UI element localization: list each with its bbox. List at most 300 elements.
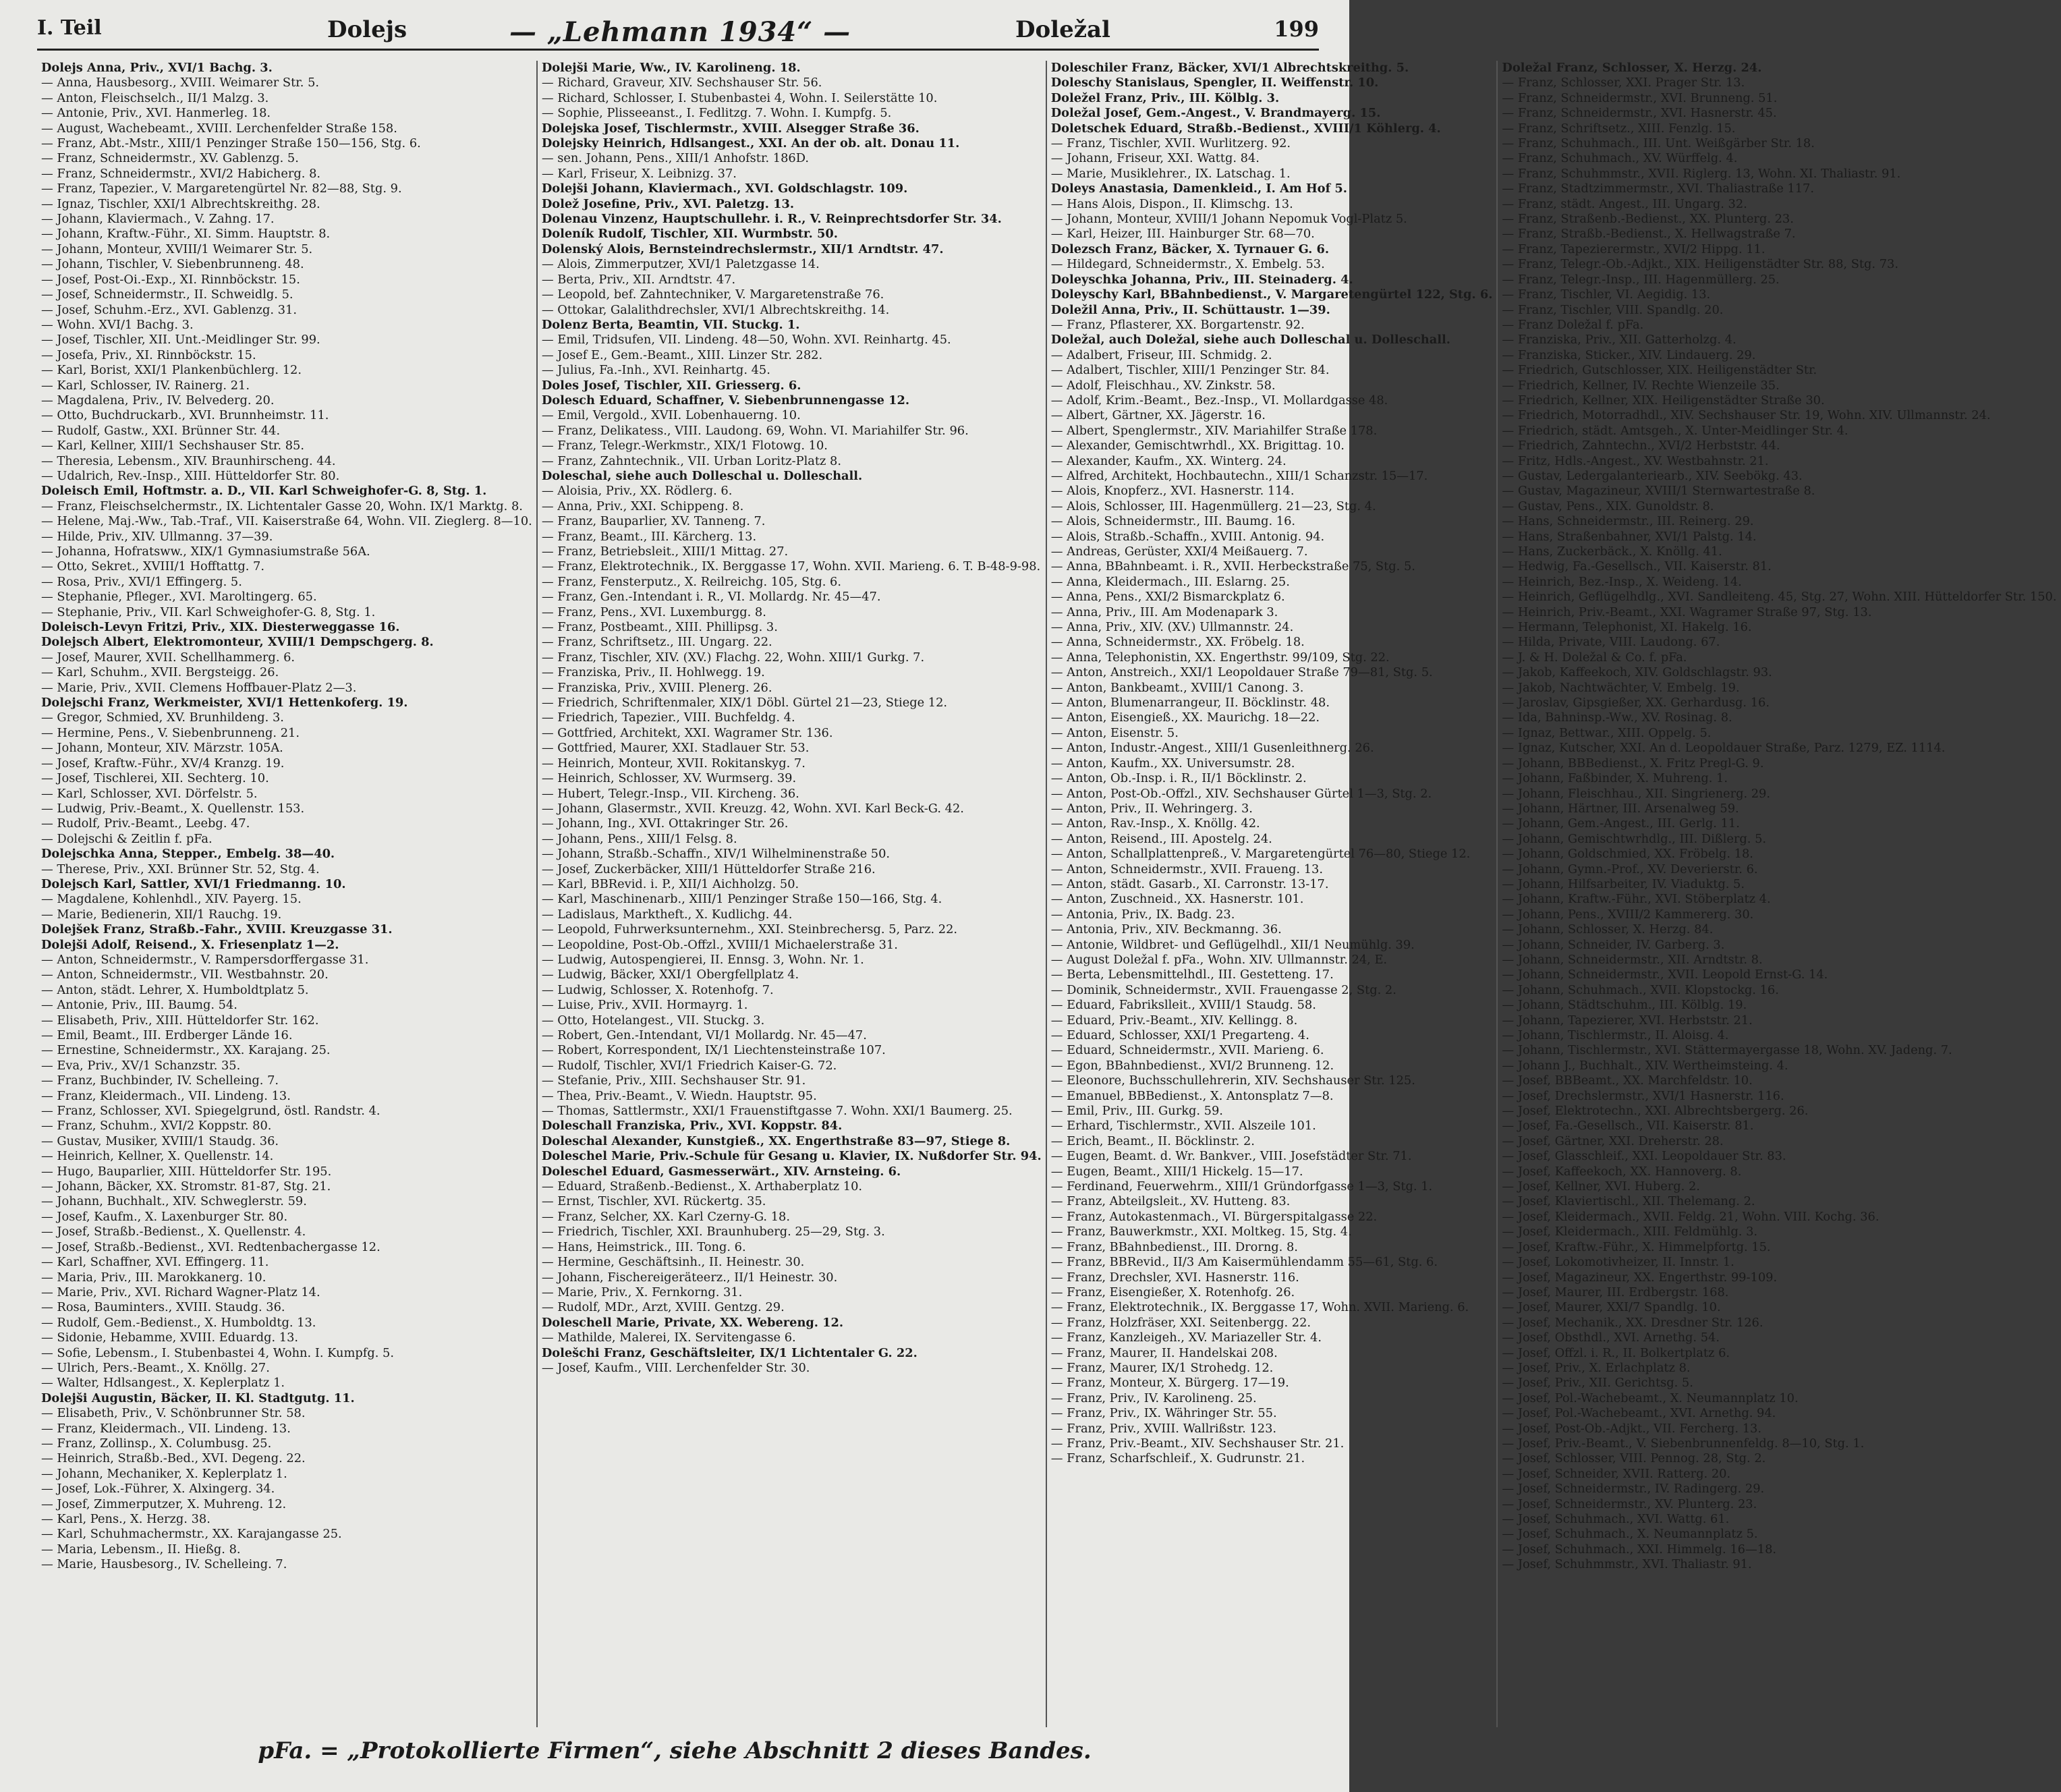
directory-entry: — Franz, Maurer, IX/1 Strohedg. 12. — [1050, 1360, 1274, 1375]
directory-entry: — Alfred, Architekt, Hochbautechn., XIII/1 Schanzstr. 15—17. — [1050, 468, 1428, 483]
directory-entry: Dolejsky Heinrich, Hdlsangest., XXI. An der ob. alt. Donau 11. — [541, 136, 960, 151]
directory-entry: — Franz, Schuhmach., XV. Würffelg. 4. — [1502, 151, 1738, 166]
directory-entry: — Josefa, Priv., XI. Rinnböckstr. 15. — [41, 347, 256, 362]
directory-entry: — Emil, Beamt., III. Erdberger Lände 16. — [41, 1028, 293, 1042]
directory-entry: — Josef, Kellner, XVI. Huberg. 2. — [1502, 1179, 1700, 1194]
directory-entry: — Josef, Schneidermstr., XV. Plunterg. 23. — [1502, 1496, 1757, 1511]
directory-entry: Dolezsch Franz, Bäcker, X. Tyrnauer G. 6. — [1050, 242, 1330, 256]
directory-entry: — Ludwig, Schlosser, X. Rotenhofg. 7. — [541, 982, 774, 997]
directory-entry: — Marie, Hausbesorg., IV. Schelleing. 7. — [41, 1557, 287, 1572]
directory-entry: — Antonia, Priv., XIV. Beckmanng. 36. — [1050, 922, 1282, 937]
directory-entry: — Stephanie, Priv., VII. Karl Schweighofer-G. 8, Stg. 1. — [41, 605, 376, 619]
directory-entry: — Leopold, bef. Zahntechniker, V. Margaretenstraße 76. — [541, 287, 884, 302]
directory-entry: — Luise, Priv., XVII. Hormayrg. 1. — [541, 998, 748, 1013]
directory-entry: — Franziska, Priv., XVIII. Plenerg. 26. — [541, 680, 772, 695]
directory-entry: — Anton, Reisend., III. Apostelg. 24. — [1050, 831, 1272, 846]
directory-entry: — Johann, Goldschmied, XX. Fröbelg. 18. — [1502, 847, 1753, 862]
directory-entry: Doleschal Alexander, Kunstgieß., XX. Engerthstraße 83—97, Stiege 8. — [541, 1133, 1011, 1148]
directory-entry: — Mathilde, Malerei, IX. Servitengasse 6. — [541, 1331, 796, 1345]
directory-entry: — Franz, Tischler, VIII. Spandlg. 20. — [1502, 302, 1724, 317]
directory-entry: — Johann, Buchhalt., XIV. Schweglerstr. 59. — [41, 1194, 307, 1209]
directory-entry: Doležal Franz, Schlosser, X. Herzg. 24. — [1502, 61, 1762, 75]
directory-entry: — Johann, Ing., XVI. Ottakringer Str. 26. — [541, 816, 789, 831]
directory-entry: — Marie, Priv., X. Fernkorng. 31. — [541, 1285, 743, 1299]
directory-entry: — Friedrich, Tischler, XXI. Braunhuberg. 25—29, Stg. 3. — [541, 1225, 885, 1239]
directory-entry: — Hans, Schneidermstr., III. Reinerg. 29. — [1502, 514, 1754, 529]
directory-entry: — Franz, Straßenb.-Bedienst., XX. Plunterg. 23. — [1502, 212, 1794, 227]
directory-entry: — Anna, Priv., XIV. (XV.) Ullmannstr. 24. — [1050, 620, 1294, 635]
directory-entry: — Rudolf, Tischler, XVI/1 Friedrich Kaiser-G. 72. — [541, 1058, 837, 1073]
directory-entry: Doležil Anna, Priv., II. Schüttaustr. 1—39. — [1050, 302, 1330, 317]
directory-entry: — Ottokar, Galalithdrechsler, XVI/1 Albrechtskreithg. 14. — [541, 302, 890, 317]
directory-entry: — Josef, Schneidermstr., IV. Radingerg. 29. — [1502, 1482, 1765, 1496]
directory-entry: — Emil, Tridsufen, VII. Lindeng. 48—50, Wohn. XVI. Reinhartg. 45. — [541, 333, 951, 347]
directory-entry: — Alois, Schneidermstr., III. Baumg. 16. — [1050, 514, 1296, 529]
directory-entry: — Franz, Scharfschleif., X. Gudrunstr. 21. — [1050, 1451, 1305, 1466]
directory-entry: — Thea, Priv.-Beamt., V. Wiedn. Hauptstr. 95. — [541, 1088, 817, 1103]
directory-entry: Doleschal, siehe auch Dolleschal u. Dolleschall. — [541, 468, 863, 483]
directory-entry: — Franz, Bauparlier, XV. Tanneng. 7. — [541, 514, 766, 529]
directory-entry: — Albert, Spenglermstr., XIV. Mariahilfer Straße 178. — [1050, 423, 1378, 438]
directory-entry: — Franz, Schlosser, XVI. Spiegelgrund, östl. Randstr. 4. — [41, 1104, 380, 1119]
directory-entry: — Thomas, Sattlermstr., XXI/1 Frauenstiftgasse 7. Wohn. XXI/1 Baumerg. 25. — [541, 1104, 1013, 1119]
directory-entry: — Hildegard, Schneidermstr., X. Embelg. 53. — [1050, 257, 1325, 272]
directory-entry: — Anton, Schallplattenpreß., V. Margaretengürtel 76—80, Stiege 12. — [1050, 847, 1471, 862]
directory-entry: — Alexander, Gemischtwrhdl., XX. Brigittag. 10. — [1050, 439, 1345, 453]
directory-entry: — Antonie, Wildbret- und Geflügelhdl., XII/1 Neumühlg. 39. — [1050, 937, 1415, 952]
page-header — [37, 13, 1319, 51]
directory-entry: — Karl, Friseur, X. Leibnizg. 37. — [541, 166, 737, 181]
directory-entry: Doleník Rudolf, Tischler, XII. Wurmbstr. 50. — [541, 227, 838, 242]
directory-entry: — Hans, Zuckerbäck., X. Knöllg. 41. — [1502, 544, 1722, 559]
directory-entry: — Josef, Tischlerei, XII. Sechterg. 10. — [41, 771, 269, 786]
directory-entry: — Franz, Elektrotechnik., IX. Berggasse 17, Wohn. XVII. Marieng. 6. — [1050, 1300, 1469, 1315]
directory-entry: — Franz, Eisengießer, X. Rotenhofg. 26. — [1050, 1285, 1295, 1299]
directory-entry: — Ulrich, Pers.-Beamt., X. Knöllg. 27. — [41, 1360, 270, 1375]
directory-entry: — Ludwig, Priv.-Beamt., X. Quellenstr. 153. — [41, 801, 305, 816]
directory-entry: — Johann, Bäcker, XX. Stromstr. 81-87, Stg. 21. — [41, 1179, 331, 1194]
directory-entry: — Franz, Abteilgsleit., XV. Hutteng. 83. — [1050, 1194, 1291, 1209]
directory-entry: — Friedrich, Motorradhdl., XIV. Sechshauser Str. 19, Wohn. XIV. Ullmannstr. 24. — [1502, 408, 1991, 423]
directory-entry: — Rudolf, Gastw., XXI. Brünner Str. 44. — [41, 423, 281, 438]
directory-entry: — sen. Johann, Pens., XIII/1 Anhofstr. 186D. — [541, 151, 810, 166]
directory-entry: — Josef, Kaffeekoch, XX. Hannoverg. 8. — [1502, 1164, 1742, 1179]
directory-entry: — Ernestine, Schneidermstr., XX. Karajang. 25. — [41, 1043, 331, 1058]
directory-entry: — Maria, Lebensm., II. Hießg. 8. — [41, 1542, 241, 1557]
directory-entry: — Franz, Schneidermstr., XVI. Brunneng. 51. — [1502, 90, 1778, 105]
directory-entry: — Jakob, Kaffeekoch, XIV. Goldschlagstr. 93. — [1502, 665, 1772, 680]
directory-entry: — Alois, Knopferz., XVI. Hasnerstr. 114. — [1050, 484, 1295, 499]
directory-entry: — Karl, Schlosser, XVI. Dörfelstr. 5. — [41, 786, 258, 801]
directory-entry: — Johann, Pens., XIII/1 Felsg. 8. — [541, 831, 737, 846]
header-keyword-right: Doležal — [1015, 16, 1110, 43]
directory-entry: — Josef, Schuhmach., X. Neumannplatz 5. — [1502, 1527, 1758, 1542]
directory-entry: — Gregor, Schmied, XV. Brunhildeng. 3. — [41, 710, 284, 725]
directory-entry: — Marie, Musiklehrer., IX. Latschag. 1. — [1050, 166, 1291, 181]
directory-entry: — Johann, Fischereigeräteerz., II/1 Heinestr. 30. — [541, 1270, 838, 1285]
directory-entry: — Josef, Kaufm., VIII. Lerchenfelder Str. 30. — [541, 1360, 810, 1375]
directory-entry: — Karl, Kellner, XIII/1 Sechshauser Str. 85. — [41, 439, 305, 453]
directory-entry: — Johanna, Hofratsww., XIX/1 Gymnasiumstraße 56A. — [41, 544, 370, 559]
directory-entry: — Josef, Magazineur, XX. Engerthstr. 99-109. — [1502, 1270, 1778, 1285]
directory-entry: — Hubert, Telegr.-Insp., VII. Kircheng. 36. — [541, 786, 799, 801]
directory-entry: — Franz, Betriebsleit., XIII/1 Mittag. 27. — [541, 544, 789, 559]
directory-entry: — Gottfried, Architekt, XXI. Wagramer Str. 136. — [541, 725, 833, 740]
directory-entry: — Franz, Holzfräser, XXI. Seitenbergg. 22. — [1050, 1315, 1311, 1330]
directory-entry: — Johann, Monteur, XIV. Märzstr. 105A. — [41, 741, 283, 756]
directory-entry: — Rosa, Priv., XVI/1 Effingerg. 5. — [41, 574, 242, 589]
directory-entry: Doležal Josef, Gem.-Angest., V. Brandmayerg. 15. — [1050, 106, 1381, 121]
directory-entry: — Eugen, Beamt., XIII/1 Hickelg. 15—17. — [1050, 1164, 1303, 1179]
directory-entry: — Ignaz, Kutscher, XXI. An d. Leopoldauer Straße, Parz. 1279, EZ. 1114. — [1502, 741, 1946, 756]
directory-entry: Dolež Josefine, Priv., XVI. Paletzg. 13. — [541, 196, 795, 211]
directory-entry: — Heinrich, Monteur, XVII. Rokitanskyg. 7. — [541, 756, 806, 771]
directory-entry: — Josef, Obsthdl., XVI. Arnethg. 54. — [1502, 1331, 1720, 1345]
entry-columns — [37, 61, 2057, 1727]
directory-entry: — Josef, Mechanik., XX. Dresdner Str. 126. — [1502, 1315, 1763, 1330]
directory-entry: — Johann, Gemischtwrhdlg., III. Dißlerg. 5. — [1502, 831, 1767, 846]
directory-entry: — Eduard, Priv.-Beamt., XIV. Kellingg. 8. — [1050, 1013, 1298, 1028]
directory-entry: — Franz, Zahntechnik., VII. Urban Loritz-Platz 8. — [541, 453, 841, 468]
directory-entry: — Johann, Tapezierer, XVI. Herbststr. 21. — [1502, 1013, 1753, 1028]
directory-entry: — Rudolf, Gem.-Bedienst., X. Humboldtg. 13. — [41, 1315, 316, 1330]
directory-entry: — Johann, Gem.-Angest., III. Gerlg. 11. — [1502, 816, 1740, 831]
directory-entry: — Josef, Straßb.-Bedienst., X. Quellenstr. 4. — [41, 1225, 306, 1239]
directory-entry: Dolesch Eduard, Schaffner, V. Siebenbrunnengasse 12. — [541, 393, 910, 408]
directory-entry: — Eleonore, Buchsschullehrerin, XIV. Sechshauser Str. 125. — [1050, 1073, 1415, 1088]
directory-entry: — Josef, Kleidermach., XIII. Feldmühlg. 3. — [1502, 1225, 1758, 1239]
directory-entry: — Ernst, Tischler, XVI. Rückertg. 35. — [541, 1194, 766, 1209]
directory-entry: — Udalrich, Rev.-Insp., XIII. Hütteldorfer Str. 80. — [41, 468, 340, 483]
directory-entry: — Josef, Maurer, III. Erdbergstr. 168. — [1502, 1285, 1729, 1299]
directory-entry: Dolešchi Franz, Geschäftsleiter, IX/1 Lichtentaler G. 22. — [541, 1345, 917, 1360]
directory-entry: Doleschall Franziska, Priv., XVI. Koppstr. 84. — [541, 1119, 843, 1133]
directory-entry: — Franz, Telegr.-Werkmstr., XIX/1 Flotowg. 10. — [541, 439, 828, 453]
directory-entry: — Johann, Klaviermach., V. Zahng. 17. — [41, 212, 275, 227]
directory-entry: — Anna, Priv., XXI. Schippeng. 8. — [541, 499, 744, 513]
directory-entry: — Dolejschi & Zeitlin f. pFa. — [41, 831, 213, 846]
directory-entry: — Josef, Kraftw.-Führ., X. Himmelpfortg. 15. — [1502, 1239, 1771, 1254]
directory-entry: — Franz, Delikatess., VIII. Laudong. 69, Wohn. VI. Mariahilfer Str. 96. — [541, 423, 969, 438]
directory-entry: — Anton, Blumenarrangeur, II. Böcklinstr. 48. — [1050, 696, 1330, 710]
directory-entry: — Johann, Tischler, V. Siebenbrunneng. 48. — [41, 257, 304, 272]
directory-entry: — Hedwig, Fa.-Gesellsch., VII. Kaiserstr. 81. — [1502, 559, 1772, 574]
directory-entry: — Gustav, Musiker, XVIII/1 Staudg. 36. — [41, 1133, 279, 1148]
directory-entry: — Adalbert, Friseur, III. Schmidg. 2. — [1050, 347, 1272, 362]
directory-entry: — Adolf, Fleischhau., XV. Zinkstr. 58. — [1050, 378, 1276, 393]
directory-entry: — Franz, Straßb.-Bedienst., X. Hellwagstraße 7. — [1502, 227, 1796, 242]
directory-entry: Dolejši Johann, Klaviermach., XVI. Goldschlagstr. 109. — [541, 181, 908, 196]
directory-entry: — Therese, Priv., XXI. Brünner Str. 52, Stg. 4. — [41, 862, 320, 876]
directory-entry: — Franz, Elektrotechnik., IX. Berggasse 17, Wohn. XVII. Marieng. 6. T. B-48-9-98. — [541, 559, 1041, 574]
directory-entry: — Ida, Bahninsp.-Ww., XV. Rosinag. 8. — [1502, 710, 1732, 725]
directory-entry: — Karl, Maschinenarb., XIII/1 Penzinger Straße 150—166, Stg. 4. — [541, 892, 942, 907]
directory-entry: — Karl, Schlosser, IV. Rainerg. 21. — [41, 378, 250, 393]
directory-entry: — Heinrich, Geflügelhdlg., XVI. Sandleiteng. 45, Stg. 27, Wohn. XIII. Hütteldorfer Str. 150. — [1502, 590, 2057, 605]
directory-entry: — Ferdinand, Feuerwehrm., XIII/1 Gründorfgasse 1—3, Stg. 1. — [1050, 1179, 1433, 1194]
directory-entry: — Richard, Graveur, XIV. Sechshauser Str. 56. — [541, 76, 822, 90]
directory-entry: — Josef, Tischler, XII. Unt.-Meidlinger Str. 99. — [41, 333, 320, 347]
directory-entry: — Stefanie, Priv., XIII. Sechshauser Str. 91. — [541, 1073, 806, 1088]
directory-entry: Dolenský Alois, Bernsteindrechslermstr., XII/1 Arndtstr. 47. — [541, 242, 944, 256]
directory-entry: — Johann, Mechaniker, X. Keplerplatz 1. — [41, 1466, 287, 1481]
directory-entry: — Karl, BBRevid. i. P., XII/1 Aichholzg. 50. — [541, 876, 799, 891]
directory-entry: Doležel Franz, Priv., III. Kölblg. 3. — [1050, 90, 1280, 105]
directory-entry: Dolenz Berta, Beamtin, VII. Stuckg. 1. — [541, 317, 800, 332]
directory-entry: — Johann, Monteur, XVIII/1 Johann Nepomuk Vogl-Platz 5. — [1050, 212, 1407, 227]
directory-entry: — Albert, Gärtner, XX. Jägerstr. 16. — [1050, 408, 1266, 423]
directory-entry: — Jakob, Nachtwächter, V. Embelg. 19. — [1502, 680, 1740, 695]
directory-entry: Dolejschka Anna, Stepper., Embelg. 38—40. — [41, 847, 335, 862]
directory-entry: — Anton, Kaufm., XX. Universumstr. 28. — [1050, 756, 1295, 771]
directory-entry: — Anna, Kleidermach., III. Eslarng. 25. — [1050, 574, 1290, 589]
directory-entry: — Franz, Gen.-Intendant i. R., VI. Mollardg. Nr. 45—47. — [541, 590, 881, 605]
directory-entry: — Johann, Schuhmach., XVII. Klopstockg. 16. — [1502, 982, 1779, 997]
directory-entry: Dolejšek Franz, Straßb.-Fahr., XVIII. Kreuzgasse 31. — [41, 922, 393, 937]
directory-entry: — Karl, Borist, XXI/1 Plankenbüchlerg. 12. — [41, 363, 302, 378]
directory-entry: — Berta, Lebensmittelhdl., III. Gestetteng. 17. — [1050, 968, 1334, 982]
directory-entry: — Ludwig, Autospengierei, II. Ennsg. 3, Wohn. Nr. 1. — [541, 952, 864, 967]
directory-entry: — Anton, Fleischselch., II/1 Malzg. 3. — [41, 90, 269, 105]
directory-entry: — Eduard, Schlosser, XXI/1 Pregarteng. 4. — [1050, 1028, 1309, 1042]
directory-entry: — Hermine, Geschäftsinh., II. Heinestr. 30. — [541, 1255, 805, 1270]
directory-entry: — Josef, Kaufm., X. Laxenburger Str. 80. — [41, 1209, 288, 1224]
directory-entry: — Hans, Heimstrick., III. Tong. 6. — [541, 1239, 746, 1254]
directory-entry: — Otto, Buchdruckarb., XVI. Brunnheimstr. 11. — [41, 408, 329, 423]
directory-entry: Doleisch-Levyn Fritzi, Priv., XIX. Diesterweggasse 16. — [41, 620, 400, 635]
directory-entry: — Karl, Schaffner, XVI. Effingerg. 11. — [41, 1255, 269, 1270]
directory-entry: — Wohn. XVI/1 Bachg. 3. — [41, 317, 194, 332]
directory-entry: — Friedrich, Zahntechn., XVI/2 Herbststr. 44. — [1502, 439, 1780, 453]
directory-entry: — Leopoldine, Post-Ob.-Offzl., XVIII/1 Michaelerstraße 31. — [541, 937, 898, 952]
directory-entry: — Friedrich, Kellner, IV. Rechte Wienzeile 35. — [1502, 378, 1780, 393]
directory-entry: — Franziska, Priv., XII. Gatterholzg. 4. — [1502, 333, 1737, 347]
directory-entry: — Franz Doležal f. pFa. — [1502, 317, 1644, 332]
directory-entry: — Josef, Schuhmach., XXI. Himmelg. 16—18. — [1502, 1542, 1777, 1557]
directory-entry: — Marie, Priv., XVII. Clemens Hoffbauer-Platz 2—3. — [41, 680, 357, 695]
directory-entry: — Franz, Priv.-Beamt., XIV. Sechshauser Str. 21. — [1050, 1436, 1345, 1451]
directory-entry: — Alois, Straßb.-Schaffn., XVIII. Antonig. 94. — [1050, 529, 1325, 544]
directory-entry: — Franz, Autokastenmach., VI. Bürgerspitalgasse 22. — [1050, 1209, 1378, 1224]
directory-entry: — Johann, Schlosser, X. Herzg. 84. — [1502, 922, 1714, 937]
directory-entry: — Anton, Rav.-Insp., X. Knöllg. 42. — [1050, 816, 1260, 831]
directory-entry: — Anna, Schneidermstr., XX. Fröbelg. 18. — [1050, 635, 1305, 650]
directory-entry: — Johann, Friseur, XXI. Wattg. 84. — [1050, 151, 1260, 166]
directory-entry: — Hermann, Telephonist, XI. Hakelg. 16. — [1502, 620, 1752, 635]
directory-entry: — Franz, Tapezierermstr., XVI/2 Hippg. 11. — [1502, 242, 1766, 256]
directory-entry: — Erich, Beamt., II. Böcklinstr. 2. — [1050, 1133, 1255, 1148]
directory-entry: — Johann, Schneider, IV. Garberg. 3. — [1502, 937, 1725, 952]
directory-entry: — Hilda, Private, VIII. Laudong. 67. — [1502, 635, 1720, 650]
directory-entry: — Franziska, Priv., II. Hohlwegg. 19. — [541, 665, 765, 680]
directory-entry: — Heinrich, Kellner, X. Quellenstr. 14. — [41, 1149, 274, 1164]
directory-entry: — Johann, Hilfsarbeiter, IV. Viaduktg. 5. — [1502, 876, 1745, 891]
directory-entry: — Egon, BBahnbedienst., XVI/2 Brunneng. 12. — [1050, 1058, 1334, 1073]
directory-entry: — Friedrich, Kellner, XIX. Heiligenstädter Straße 30. — [1502, 393, 1825, 408]
directory-entry: — Sidonie, Hebamme, XVIII. Eduardg. 13. — [41, 1331, 299, 1345]
directory-entry: — Franz, Stadtzimmermstr., XVI. Thaliastraße 117. — [1502, 181, 1815, 196]
directory-entry: — Franziska, Sticker., XIV. Lindauerg. 29. — [1502, 347, 1756, 362]
directory-entry: — Josef, Gärtner, XXI. Dreherstr. 28. — [1502, 1133, 1724, 1148]
directory-entry: — Rosa, Bauminters., XVIII. Staudg. 36. — [41, 1300, 285, 1315]
directory-entry: — Franz, Kleidermach., VII. Lindeng. 13. — [41, 1421, 291, 1436]
directory-entry: — Franz, Schuhmach., III. Unt. Weißgärber Str. 18. — [1502, 136, 1815, 151]
directory-entry: — Josef, Schuhm.-Erz., XVI. Gablenzg. 31. — [41, 302, 297, 317]
directory-entry: — Josef, Drechslermstr., XVI/1 Hasnerstr. 116. — [1502, 1088, 1784, 1103]
directory-entry: — Hilde, Priv., XIV. Ullmanng. 37—39. — [41, 529, 273, 544]
directory-entry: — Adolf, Krim.-Beamt., Bez.-Insp., VI. Mollardgasse 48. — [1050, 393, 1388, 408]
directory-entry: — Franz, Schuhmmstr., XVII. Riglerg. 13, Wohn. XI. Thaliastr. 91. — [1502, 166, 1901, 181]
directory-entry: — Anton, Bankbeamt., XVIII/1 Canong. 3. — [1050, 680, 1304, 695]
directory-entry: — Otto, Hotelangest., VII. Stuckg. 3. — [541, 1013, 765, 1028]
directory-entry: — Franz, Buchbinder, IV. Schelleing. 7. — [41, 1073, 279, 1088]
directory-entry: — Rudolf, Priv.-Beamt., Leebg. 47. — [41, 816, 250, 831]
directory-entry: — Franz, Selcher, XX. Karl Czerny-G. 18. — [541, 1209, 790, 1224]
directory-entry: — Franz, Kanzleigeh., XV. Mariazeller Str. 4. — [1050, 1331, 1322, 1345]
directory-entry: — Helene, Maj.-Ww., Tab.-Traf., VII. Kaiserstraße 64, Wohn. VII. Zieglerg. 8—10. — [41, 514, 532, 529]
directory-entry: — Maria, Priv., III. Marokkanerg. 10. — [41, 1270, 266, 1285]
directory-entry: — Josef, Post-Oi.-Exp., XI. Rinnböckstr. 15. — [41, 272, 300, 287]
directory-entry: — Josef, Lokomotivheizer, II. Innstr. 1. — [1502, 1255, 1734, 1270]
directory-entry: — Josef, Zimmerputzer, X. Muhreng. 12. — [41, 1496, 287, 1511]
directory-entry: — Franz, Abt.-Mstr., XIII/1 Penzinger Straße 150—156, Stg. 6. — [41, 136, 421, 151]
directory-entry: — Josef, Kleidermach., XVII. Feldg. 21, Wohn. VIII. Kochg. 36. — [1502, 1209, 1880, 1224]
directory-entry: — Magdalena, Priv., IV. Belvederg. 20. — [41, 393, 275, 408]
directory-entry: — Franz, städt. Angest., III. Ungarg. 32. — [1502, 196, 1747, 211]
directory-entry: — Erhard, Tischlermstr., XVII. Alszeile 101. — [1050, 1119, 1316, 1133]
directory-entry: — Franz, Fensterputz., X. Reilreichg. 105, Stg. 6. — [541, 574, 842, 589]
directory-entry: — Jaroslav, Gipsgießer, XX. Gerhardusg. 16. — [1502, 696, 1770, 710]
directory-entry: — Franz, Schneidermstr., XVI/2 Habicherg. 8. — [41, 166, 321, 181]
directory-entry: — Josef, Klaviertischl., XII. Thelemang. 2. — [1502, 1194, 1755, 1209]
directory-entry: — Gottfried, Maurer, XXI. Stadlauer Str. 53. — [541, 741, 810, 756]
directory-entry: — Emil, Priv., III. Gurkg. 59. — [1050, 1104, 1223, 1119]
directory-entry: — Franz, Schuhm., XVI/2 Koppstr. 80. — [41, 1119, 272, 1133]
directory-entry: — Franz, Zollinsp., X. Columbusg. 25. — [41, 1436, 272, 1451]
directory-entry: — Antonie, Priv., III. Baumg. 54. — [41, 998, 237, 1013]
directory-entry: — Elisabeth, Priv., V. Schönbrunner Str. 58. — [41, 1406, 306, 1421]
directory-entry: — Johann, BBBedienst., X. Fritz Pregl-G. 9. — [1502, 756, 1764, 771]
directory-entry: — Franz, Schlosser, XXI. Prager Str. 13. — [1502, 76, 1745, 90]
footer-note: pFa. = „Protokollierte Firmen“, siehe Abschnitt 2 dieses Bandes. — [258, 1737, 1092, 1764]
directory-entry: — Heinrich, Priv.-Beamt., XXI. Wagramer Straße 97, Stg. 13. — [1502, 605, 1872, 619]
directory-entry: — Franz, Beamt., III. Kärcherg. 13. — [541, 529, 757, 544]
directory-entry: — Josef, Priv., XII. Gerichtsg. 5. — [1502, 1376, 1693, 1391]
directory-entry: — Anton, Eisengieß., XX. Maurichg. 18—22. — [1050, 710, 1320, 725]
directory-entry: — Marie, Priv., XVI. Richard Wagner-Platz 14. — [41, 1285, 320, 1299]
directory-entry: Doleschy Stanislaus, Spengler, II. Weiffenstr. 10. — [1050, 76, 1379, 90]
directory-entry: — Anton, städt. Gasarb., XI. Carronstr. 13-17. — [1050, 876, 1329, 891]
directory-entry: — Anton, Eisenstr. 5. — [1050, 725, 1179, 740]
directory-entry: — Franz, BBahnbedienst., III. Drorng. 8. — [1050, 1239, 1298, 1254]
directory-entry: — Josef, Maurer, XVII. Schellhammerg. 6. — [41, 650, 295, 665]
directory-entry: — Anton, Priv., II. Wehringerg. 3. — [1050, 801, 1253, 816]
directory-entry: — Johann, Kraftw.-Führ., XVI. Stöberplatz 4. — [1502, 892, 1771, 907]
directory-entry: — Johann, Schneidermstr., XVII. Leopold Ernst-G. 14. — [1502, 968, 1828, 982]
directory-entry: — Heinrich, Straßb.-Bed., XVI. Degeng. 22. — [41, 1451, 306, 1466]
directory-entry: — Eva, Priv., XV/1 Schanzstr. 35. — [41, 1058, 241, 1073]
directory-entry: — Rudolf, MDr., Arzt, XVIII. Gentzg. 29. — [541, 1300, 785, 1315]
directory-entry: — Anton, Schneidermstr., XVII. Fraueng. 13. — [1050, 862, 1323, 876]
directory-entry: — Friedrich, Tapezier., VIII. Buchfeldg. 4. — [541, 710, 795, 725]
directory-entry: — Franz, Telegr.-Insp., III. Hagenmüllerg. 25. — [1502, 272, 1780, 287]
directory-entry: Doleschel Marie, Priv.-Schule für Gesang u. Klavier, IX. Nußdorfer Str. 94. — [541, 1149, 1042, 1164]
directory-entry: Doleschiler Franz, Bäcker, XVI/1 Albrechtskreithg. 5. — [1050, 61, 1409, 75]
directory-entry: — Franz, Drechsler, XVI. Hasnerstr. 116. — [1050, 1270, 1299, 1285]
directory-entry: — Franz, Priv., IV. Karolineng. 25. — [1050, 1391, 1257, 1405]
directory-entry: — Johann, Städtschuhm., III. Kölblg. 19. — [1502, 998, 1747, 1013]
directory-entry: — Eduard, Straßenb.-Bedienst., X. Arthaberplatz 10. — [541, 1179, 863, 1194]
directory-entry: Dolejši Augustin, Bäcker, II. Kl. Stadtgutg. 11. — [41, 1391, 355, 1405]
directory-entry: — Franz, Schneidermstr., XV. Gablenzg. 5. — [41, 151, 299, 166]
directory-entry: — Johann, Fleischhau., XII. Singrienerg. 29. — [1502, 786, 1771, 801]
column-4 — [1498, 61, 2060, 1727]
directory-entry: — Theresia, Lebensm., XIV. Braunhirscheng. 44. — [41, 453, 336, 468]
directory-entry: — Anton, Ob.-Insp. i. R., II/1 Böcklinstr. 2. — [1050, 771, 1307, 786]
directory-entry: — Franz, Priv., XVIII. Wallrißstr. 123. — [1050, 1421, 1277, 1436]
page-number: 199 — [1274, 16, 1319, 42]
directory-entry: — Aloisia, Priv., XX. Rödlerg. 6. — [541, 484, 733, 499]
directory-entry: — Johann, Kraftw.-Führ., XI. Simm. Hauptstr. 8. — [41, 227, 331, 242]
directory-entry: — Anton, Industr.-Angest., XIII/1 Gusenleithnerg. 26. — [1050, 741, 1374, 756]
directory-entry: — Franz, Schneidermstr., XVI. Hasnerstr. 45. — [1502, 106, 1777, 121]
column-1 — [37, 61, 538, 1727]
directory-entry: — Magdalene, Kohlenhdl., XIV. Payerg. 15. — [41, 892, 302, 907]
directory-entry: Doleschel Eduard, Gasmesserwärt., XIV. Arnsteing. 6. — [541, 1164, 901, 1179]
directory-entry: — Gustav, Ledergalanteriearb., XIV. Seebökg. 43. — [1502, 468, 1803, 483]
directory-entry: — Johann, Tischlermstr., XVI. Stättermayergasse 18, Wohn. XV. Jadeng. 7. — [1502, 1043, 1952, 1058]
directory-entry: — Johann, Monteur, XVIII/1 Weimarer Str. 5. — [41, 242, 313, 256]
directory-entry: — Josef, Glasschleif., XXI. Leopoldauer Str. 83. — [1502, 1149, 1786, 1164]
section-label: I. Teil — [37, 16, 102, 40]
directory-entry: Doležal, auch Doležal, siehe auch Dolleschal u. Dolleschall. — [1050, 333, 1450, 347]
directory-entry: — Franz, Tischler, XVII. Wurlitzerg. 92. — [1050, 136, 1291, 151]
directory-entry: — Berta, Priv., XII. Arndtstr. 47. — [541, 272, 736, 287]
directory-entry: — Fritz, Hdls.-Angest., XV. Westbahnstr. 21. — [1502, 453, 1769, 468]
directory-entry: — Johann, Pens., XVIII/2 Kammererg. 30. — [1502, 907, 1754, 922]
directory-entry: — Alexander, Kaufm., XX. Winterg. 24. — [1050, 453, 1287, 468]
directory-entry: Doleys Anastasia, Damenkleid., I. Am Hof 5. — [1050, 181, 1347, 196]
column-2 — [538, 61, 1047, 1727]
directory-entry: — Josef, BBBeamt., XX. Marchfeldstr. 10. — [1502, 1073, 1753, 1088]
directory-entry: — Franz, Maurer, II. Handelskai 208. — [1050, 1345, 1278, 1360]
directory-entry: — Franz, Pflasterer, XX. Borgartenstr. 92. — [1050, 317, 1305, 332]
directory-entry: — Johann, Gymn.-Prof., XV. Deverierstr. 6. — [1502, 862, 1758, 876]
directory-entry: — Eugen, Beamt. d. Wr. Bankver., VIII. Josefstädter Str. 71. — [1050, 1149, 1412, 1164]
directory-entry: — Anna, Priv., III. Am Modenapark 3. — [1050, 605, 1278, 619]
directory-entry: — Franz, Priv., IX. Währinger Str. 55. — [1050, 1406, 1277, 1421]
directory-entry: — Hans Alois, Dispon., II. Klimschg. 13. — [1050, 196, 1293, 211]
directory-entry: — Anton, Post-Ob.-Offzl., XIV. Sechshauser Gürtel 1—3, Stg. 2. — [1050, 786, 1432, 801]
directory-entry: — Anton, Schneidermstr., V. Rampersdorffergasse 31. — [41, 952, 369, 967]
directory-entry: — Josef, Schneidermstr., II. Schweidlg. 5. — [41, 287, 293, 302]
directory-entry: — Anton, Schneidermstr., VII. Westbahnstr. 20. — [41, 968, 329, 982]
directory-entry: Dolejschi Franz, Werkmeister, XVI/1 Hettenkoferg. 19. — [41, 696, 408, 710]
directory-entry: — Franz, Pens., XVI. Luxemburgg. 8. — [541, 605, 766, 619]
directory-entry: — Josef, Priv.-Beamt., V. Siebenbrunnenfeldg. 8—10, Stg. 1. — [1502, 1436, 1865, 1451]
directory-entry: — Heinrich, Schlosser, XV. Wurmserg. 39. — [541, 771, 797, 786]
directory-entry: — Leopold, Fuhrwerksunternehm., XXI. Steinbrechersg. 5, Parz. 22. — [541, 922, 958, 937]
directory-entry: — Walter, Hdlsangest., X. Keplerplatz 1. — [41, 1376, 285, 1391]
column-3 — [1047, 61, 1498, 1727]
directory-entry: — Julius, Fa.-Inh., XVI. Reinhartg. 45. — [541, 363, 770, 378]
directory-entry: — Johann J., Buchhalt., XIV. Wertheimsteing. 4. — [1502, 1058, 1788, 1073]
directory-entry: Doles Josef, Tischler, XII. Griesserg. 6. — [541, 378, 801, 393]
directory-entry: — Franz, Bauwerkmstr., XXI. Moltkeg. 15, Stg. 4. — [1050, 1225, 1352, 1239]
directory-entry: — Anton, Zuschneid., XX. Hasnerstr. 101. — [1050, 892, 1304, 907]
directory-entry: — Johann, Glasermstr., XVII. Kreuzg. 42, Wohn. XVI. Karl Beck-G. 42. — [541, 801, 964, 816]
directory-entry: Dolejs Anna, Priv., XVI/1 Bachg. 3. — [41, 61, 273, 75]
